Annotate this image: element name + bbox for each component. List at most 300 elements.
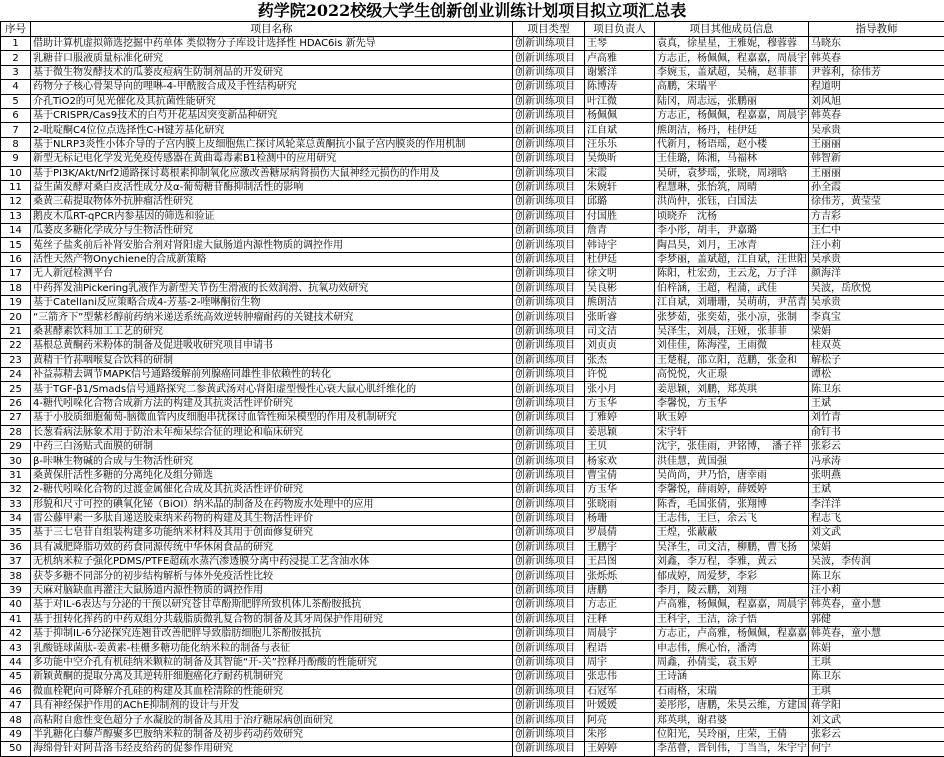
cell-no: 22 bbox=[1, 339, 31, 353]
cell-project-name: 多功能中空介孔有机硅纳米颗粒的制备及其智能“开-关”控释丹酚酸的性能研究 bbox=[31, 655, 513, 669]
cell-project-name: 天麻对脑缺血再灌注大鼠肠道内源性物质的调控作用 bbox=[31, 583, 513, 597]
cell-advisor: 孙全霞 bbox=[809, 180, 944, 194]
cell-no: 46 bbox=[1, 684, 31, 698]
cell-project-type: 创新训练项目 bbox=[513, 684, 585, 698]
cell-advisor: 韩英春，童小慧 bbox=[809, 627, 944, 641]
cell-project-type: 创新训练项目 bbox=[513, 123, 585, 137]
cell-project-type: 创新训练项目 bbox=[513, 497, 585, 511]
cell-project-name: 补益蒜精去调节MAPK信号通路缓解前列腺癌同雄性非依赖性的转化 bbox=[31, 367, 513, 381]
cell-no: 14 bbox=[1, 224, 31, 238]
cell-no: 38 bbox=[1, 569, 31, 583]
table-row bbox=[1, 497, 944, 511]
cell-members: 陈香，毛国张倩，张翔博 bbox=[655, 497, 809, 511]
cell-project-name: 基于CRISPR/Cas9技术的白芍开花基因突变新品种研究 bbox=[31, 108, 513, 122]
cell-no: 7 bbox=[1, 123, 31, 137]
cell-advisor: 方吉彩 bbox=[809, 209, 944, 223]
cell-advisor: 陈卫东 bbox=[809, 569, 944, 583]
cell-no: 15 bbox=[1, 238, 31, 252]
cell-project-name: “三箭齐下”型紫杉醇前药纳米递送系统高效逆转肿瘤耐药的关键技术研究 bbox=[31, 310, 513, 324]
cell-leader: 阿亮 bbox=[585, 713, 655, 727]
cell-project-name: 基于NLRP3炎性小体介导的子宫内膜上皮细胞焦亡探讨风轮菜总黄酮抗小鼠子宫内膜炎的作用机制 bbox=[31, 137, 513, 151]
cell-members: 刘鑫，李万程，李雅，黄云 bbox=[655, 555, 809, 569]
cell-project-type: 创新训练项目 bbox=[513, 713, 585, 727]
table-row bbox=[1, 166, 944, 180]
cell-project-type: 创新训练项目 bbox=[513, 324, 585, 338]
cell-no: 45 bbox=[1, 670, 31, 684]
cell-leader: 丁雅婷 bbox=[585, 411, 655, 425]
cell-leader: 张晓雨 bbox=[585, 497, 655, 511]
cell-leader: 宋霞 bbox=[585, 166, 655, 180]
cell-no: 4 bbox=[1, 80, 31, 94]
table-row bbox=[1, 627, 944, 641]
cell-project-type: 创新训练项目 bbox=[513, 468, 585, 482]
cell-project-name: 新颖黄酮的提取分离及其逆转肝细胞癌化疗耐药机制研究 bbox=[31, 670, 513, 684]
cell-members: 陆冈，周志远，张鹏丽 bbox=[655, 94, 809, 108]
table-row bbox=[1, 37, 944, 51]
table-row bbox=[1, 655, 944, 669]
cell-advisor: 冯承涛 bbox=[809, 454, 944, 468]
cell-project-name: 无机纳米粒子强化PDMS/PTFE超疏水蒸汽渗透膜分离中药浸提工艺含油水体 bbox=[31, 555, 513, 569]
cell-members: 顷晓乔 沈杨 bbox=[655, 209, 809, 223]
cell-no: 39 bbox=[1, 583, 31, 597]
cell-project-name: 基于微生物发酵技术的瓜蒌皮痘病生防制剂品的开发研究 bbox=[31, 65, 513, 79]
cell-members: 王佳璐，陈湘，马福林 bbox=[655, 152, 809, 166]
cell-members: 王楚棍，邵立阳，范鹏，张金和 bbox=[655, 353, 809, 367]
header-no: 序号 bbox=[1, 22, 31, 37]
cell-members: 高鹏，宋瑞平 bbox=[655, 80, 809, 94]
cell-project-name: 微血栓靶向可降解介孔硅的构建及其血栓清除的性能研究 bbox=[31, 684, 513, 698]
cell-project-type: 创新训练项目 bbox=[513, 180, 585, 194]
cell-project-type: 创新训练项目 bbox=[513, 224, 585, 238]
cell-leader: 邱璐 bbox=[585, 195, 655, 209]
header-members: 项目其他成员信息 bbox=[655, 22, 809, 37]
cell-members: 李小彤，胡丰，尹嘉璐 bbox=[655, 224, 809, 238]
cell-no: 35 bbox=[1, 526, 31, 540]
table-row bbox=[1, 742, 944, 756]
cell-project-name: 瓜蒌皮多糖化学成分与生物活性研究 bbox=[31, 224, 513, 238]
cell-leader: 徐文明 bbox=[585, 267, 655, 281]
cell-members: 卢高雅，杨佩佩，程嘉嘉，周晨宇 bbox=[655, 598, 809, 612]
cell-project-type: 创新训练项目 bbox=[513, 439, 585, 453]
cell-members: 李馨悦，薛雨婷，薛媛婷 bbox=[655, 483, 809, 497]
cell-advisor: 谭松 bbox=[809, 367, 944, 381]
cell-no: 24 bbox=[1, 367, 31, 381]
table-row bbox=[1, 411, 944, 425]
table-row bbox=[1, 353, 944, 367]
cell-project-name: 2-糖代吲哚化合物的过渡金属催化合成及其抗炎活性评价研究 bbox=[31, 483, 513, 497]
cell-no: 13 bbox=[1, 209, 31, 223]
header-leader: 项目负责人 bbox=[585, 22, 655, 37]
cell-project-type: 创新训练项目 bbox=[513, 511, 585, 525]
cell-advisor: 何宁 bbox=[809, 742, 944, 756]
cell-no: 2 bbox=[1, 51, 31, 65]
cell-members: 代新月，杨语瑶，赵小楼 bbox=[655, 137, 809, 151]
cell-no: 5 bbox=[1, 94, 31, 108]
cell-leader: 叶江微 bbox=[585, 94, 655, 108]
cell-advisor: 陈卫东 bbox=[809, 670, 944, 684]
cell-no: 27 bbox=[1, 411, 31, 425]
cell-project-type: 创新训练项目 bbox=[513, 382, 585, 396]
table-row bbox=[1, 396, 944, 410]
cell-project-name: 基于抑制IL-6分泌探究连翘苷改善肥胖导致脂肪细胞儿茶酚胺抵抗 bbox=[31, 627, 513, 641]
table-row bbox=[1, 367, 944, 381]
cell-advisor: 刘文武 bbox=[809, 713, 944, 727]
table-row bbox=[1, 511, 944, 525]
cell-leader: 罗晨倩 bbox=[585, 526, 655, 540]
cell-members: 方志正，杨佩佩，程嘉嘉，周晨宇 bbox=[655, 51, 809, 65]
cell-leader: 周晨宇 bbox=[585, 627, 655, 641]
table-row bbox=[1, 468, 944, 482]
table-row bbox=[1, 684, 944, 698]
cell-project-name: 黄精干竹荪咽喉复合饮料的研制 bbox=[31, 353, 513, 367]
cell-no: 42 bbox=[1, 627, 31, 641]
cell-members: 姜彤彤，唐鹏，朱昊云维，方建国 bbox=[655, 698, 809, 712]
cell-members: 沈宇，张佳雨，尹铭博， 潘子祥 bbox=[655, 439, 809, 453]
cell-project-type: 创新训练项目 bbox=[513, 252, 585, 266]
cell-project-type: 创新训练项目 bbox=[513, 94, 585, 108]
cell-no: 18 bbox=[1, 281, 31, 295]
cell-no: 9 bbox=[1, 152, 31, 166]
cell-leader: 陈博涛 bbox=[585, 80, 655, 94]
cell-project-type: 创新训练项目 bbox=[513, 108, 585, 122]
cell-no: 17 bbox=[1, 267, 31, 281]
cell-leader: 刘贞贞 bbox=[585, 339, 655, 353]
cell-leader: 杨珊 bbox=[585, 511, 655, 525]
cell-members: 位阳光，吴玲丽，庄荣，王倩 bbox=[655, 727, 809, 741]
cell-advisor: 汪小莉 bbox=[809, 238, 944, 252]
cell-leader: 朱婉轩 bbox=[585, 180, 655, 194]
cell-no: 28 bbox=[1, 425, 31, 439]
cell-leader: 方玉华 bbox=[585, 396, 655, 410]
cell-project-type: 创新训练项目 bbox=[513, 540, 585, 554]
table-row bbox=[1, 310, 944, 324]
table-header-row bbox=[1, 22, 944, 37]
table-row bbox=[1, 137, 944, 151]
cell-no: 48 bbox=[1, 713, 31, 727]
cell-members: 吴泽生，司文洁，柳鹏，曹飞扬 bbox=[655, 540, 809, 554]
table-row bbox=[1, 555, 944, 569]
cell-project-name: 基于TGF-β1/Smads信号通路探究二参黄武汤对心肾阳虚型慢性心衰大鼠心肌纤维化的 bbox=[31, 382, 513, 396]
table-row bbox=[1, 267, 944, 281]
cell-leader: 张昕睿 bbox=[585, 310, 655, 324]
table-row bbox=[1, 195, 944, 209]
cell-members: 郑英琪，谢君婆 bbox=[655, 713, 809, 727]
cell-advisor: 吴波，李传润 bbox=[809, 555, 944, 569]
cell-leader: 王鹏宇 bbox=[585, 540, 655, 554]
cell-members: 王志伟，王巨，余云飞 bbox=[655, 511, 809, 525]
table-row bbox=[1, 526, 944, 540]
cell-no: 29 bbox=[1, 439, 31, 453]
cell-project-name: 新型无标记电化学发光免疫传感器在黄曲霉毒素B1检测中的应用研究 bbox=[31, 152, 513, 166]
cell-advisor: 王斌 bbox=[809, 396, 944, 410]
cell-no: 36 bbox=[1, 540, 31, 554]
cell-no: 26 bbox=[1, 396, 31, 410]
cell-leader: 张小月 bbox=[585, 382, 655, 396]
cell-members: 郁成婷，周爱梦，李彩 bbox=[655, 569, 809, 583]
cell-leader: 王琴 bbox=[585, 37, 655, 51]
table-row bbox=[1, 612, 944, 626]
cell-advisor: 蒋学阳 bbox=[809, 698, 944, 712]
cell-project-name: 基于扭转化挥药的中药双组分共载脂质微乳复合物的制备及其牙周保护作用研究 bbox=[31, 612, 513, 626]
cell-advisor: 张明燕 bbox=[809, 468, 944, 482]
cell-project-type: 创新训练项目 bbox=[513, 454, 585, 468]
table-row bbox=[1, 727, 944, 741]
cell-advisor: 俞钉书 bbox=[809, 425, 944, 439]
cell-leader: 付国胜 bbox=[585, 209, 655, 223]
cell-advisor: 吴承贵 bbox=[809, 296, 944, 310]
cell-no: 32 bbox=[1, 483, 31, 497]
cell-project-type: 创新训练项目 bbox=[513, 555, 585, 569]
cell-leader: 王昌图 bbox=[585, 555, 655, 569]
cell-advisor: 梁娟 bbox=[809, 540, 944, 554]
cell-leader: 方志正 bbox=[585, 598, 655, 612]
header-type: 项目类型 bbox=[513, 22, 585, 37]
cell-leader: 叶媛媛 bbox=[585, 698, 655, 712]
cell-project-name: 海绵骨针对阿昔洛韦经皮给药的促参作用研究 bbox=[31, 742, 513, 756]
cell-project-name: 2-吡啶酮C4位位点选择性C-H键芳基化研究 bbox=[31, 123, 513, 137]
cell-project-type: 创新训练项目 bbox=[513, 296, 585, 310]
table-row bbox=[1, 51, 944, 65]
header-advisor: 指导教师 bbox=[809, 22, 944, 37]
cell-project-type: 创新训练项目 bbox=[513, 310, 585, 324]
cell-project-name: 药物分子核心骨架导向的哩啉-4-甲酰胺合成及手性结构研究 bbox=[31, 80, 513, 94]
cell-no: 1 bbox=[1, 37, 31, 51]
cell-leader: 王贝 bbox=[585, 439, 655, 453]
table-row bbox=[1, 324, 944, 338]
cell-members: 方志正，杨佩佩，程嘉嘉，周晨宇 bbox=[655, 108, 809, 122]
cell-members: 陶昌昊，刘月，王冰青 bbox=[655, 238, 809, 252]
cell-leader: 韩诗宇 bbox=[585, 238, 655, 252]
table-row bbox=[1, 641, 944, 655]
cell-no: 33 bbox=[1, 497, 31, 511]
cell-members: 王煌，张蔽蔽 bbox=[655, 526, 809, 540]
table-row bbox=[1, 583, 944, 597]
cell-leader: 汪释 bbox=[585, 612, 655, 626]
cell-project-type: 创新训练项目 bbox=[513, 583, 585, 597]
cell-advisor: 吴承贵 bbox=[809, 123, 944, 137]
table-row bbox=[1, 281, 944, 295]
cell-members: 吴尚尚，尹乃恰，唐幸雨 bbox=[655, 468, 809, 482]
cell-advisor: 徐伟芳，黄莹莹 bbox=[809, 195, 944, 209]
cell-no: 49 bbox=[1, 727, 31, 741]
cell-project-type: 创新训练项目 bbox=[513, 267, 585, 281]
table-row bbox=[1, 209, 944, 223]
cell-advisor: 梁娟 bbox=[809, 324, 944, 338]
cell-no: 50 bbox=[1, 742, 31, 756]
cell-advisor: 韩英春 bbox=[809, 108, 944, 122]
cell-project-type: 创新训练项目 bbox=[513, 152, 585, 166]
cell-project-type: 创新训练项目 bbox=[513, 209, 585, 223]
cell-project-type: 创新训练项目 bbox=[513, 742, 585, 756]
cell-project-name: 乳酸链球菌肽-姜黄素-桂栅多糖功能化纳米粒的制备与表征 bbox=[31, 641, 513, 655]
cell-no: 23 bbox=[1, 353, 31, 367]
cell-advisor: 桂双英 bbox=[809, 339, 944, 353]
cell-advisor: 吴承贵 bbox=[809, 252, 944, 266]
cell-leader: 杨家欢 bbox=[585, 454, 655, 468]
cell-project-name: 4-糖代吲哚化合物合成新方法的构建及其抗炎活性评价研究 bbox=[31, 396, 513, 410]
cell-project-name: 活性天然产物Onychiene的合成新策略 bbox=[31, 252, 513, 266]
cell-advisor: 韩英春，童小慧 bbox=[809, 598, 944, 612]
cell-project-type: 创新训练项目 bbox=[513, 526, 585, 540]
cell-project-name: 形貌和尺寸可控的碘氧化铋（BiOI）纳米晶的制备及在药物废水处理中的应用 bbox=[31, 497, 513, 511]
cell-project-type: 创新训练项目 bbox=[513, 51, 585, 65]
cell-leader: 张烁烁 bbox=[585, 569, 655, 583]
cell-members: 申志伟，熊心怡，潘湾 bbox=[655, 641, 809, 655]
cell-advisor: 王丽丽 bbox=[809, 137, 944, 151]
cell-no: 12 bbox=[1, 195, 31, 209]
cell-leader: 方玉华 bbox=[585, 483, 655, 497]
cell-no: 10 bbox=[1, 166, 31, 180]
cell-members: 刘佳佳，陈海滢，王雨微 bbox=[655, 339, 809, 353]
table-row bbox=[1, 123, 944, 137]
cell-project-name: 具有神经保护作用的AChE抑制剂的设计与开发 bbox=[31, 698, 513, 712]
table-row bbox=[1, 238, 944, 252]
cell-no: 34 bbox=[1, 511, 31, 525]
table-row bbox=[1, 454, 944, 468]
cell-members: 王诗涵 bbox=[655, 670, 809, 684]
cell-leader: 吴良彬 bbox=[585, 281, 655, 295]
cell-project-name: 雷公藤甲素一多肽自递送胶束纳米药物的构建及其生物活性评价 bbox=[31, 511, 513, 525]
cell-no: 37 bbox=[1, 555, 31, 569]
table-row bbox=[1, 670, 944, 684]
cell-members: 耿玉婷 bbox=[655, 411, 809, 425]
cell-members: 袁真，徐星星，王雅妮，穆蓉蓉 bbox=[655, 37, 809, 51]
cell-members: 陈阳，杜宏劲，王云龙，万子洋 bbox=[655, 267, 809, 281]
cell-leader: 詹青 bbox=[585, 224, 655, 238]
cell-advisor: 王仁中 bbox=[809, 224, 944, 238]
table-row bbox=[1, 108, 944, 122]
cell-advisor: 颜海洋 bbox=[809, 267, 944, 281]
cell-project-type: 创新训练项目 bbox=[513, 137, 585, 151]
cell-advisor: 吴波，岳欣悦 bbox=[809, 281, 944, 295]
cell-members: 熊朗洁，杨丹，桂伊廷 bbox=[655, 123, 809, 137]
cell-project-type: 创新训练项目 bbox=[513, 339, 585, 353]
cell-advisor: 程道明 bbox=[809, 80, 944, 94]
cell-leader: 司文洁 bbox=[585, 324, 655, 338]
cell-project-type: 创新训练项目 bbox=[513, 37, 585, 51]
cell-advisor: 王斌 bbox=[809, 483, 944, 497]
table-row bbox=[1, 94, 944, 108]
table-row bbox=[1, 65, 944, 79]
cell-no: 47 bbox=[1, 698, 31, 712]
cell-advisor: 陈娟 bbox=[809, 641, 944, 655]
page-title: 药学院2022校级大学生创新创业训练计划项目拟立项汇总表 bbox=[0, 0, 944, 21]
cell-project-name: 基于Catellani反应策略合成4-芳基-2-喹啉酮衍生物 bbox=[31, 296, 513, 310]
cell-members: 方志正，卢高雅，杨佩佩，程嘉嘉 bbox=[655, 627, 809, 641]
table-row bbox=[1, 598, 944, 612]
cell-project-name: 基于对IL-6表达与分泌的干预以研究苍甘草酚斯肥胖所致机体儿茶酚胺抵抗 bbox=[31, 598, 513, 612]
cell-no: 6 bbox=[1, 108, 31, 122]
cell-members: 洪佳慧，黄国强 bbox=[655, 454, 809, 468]
cell-advisor: 张彩云 bbox=[809, 439, 944, 453]
cell-members: 洪尚仲，张钰，白国法 bbox=[655, 195, 809, 209]
cell-project-name: 桑葚酵素饮料加工工艺的研究 bbox=[31, 324, 513, 338]
table-row bbox=[1, 540, 944, 554]
cell-project-type: 创新训练项目 bbox=[513, 612, 585, 626]
cell-project-name: β-咔啉生物碱的合成与生物活性研究 bbox=[31, 454, 513, 468]
cell-project-name: 高粘附自愈性变色超分子水凝胶的制备及其用于治疗糖尿病创面研究 bbox=[31, 713, 513, 727]
cell-project-name: 基于三七皂苷自组装构建多功能纳米材料及其用于创面修复研究 bbox=[31, 526, 513, 540]
cell-project-type: 创新训练项目 bbox=[513, 569, 585, 583]
cell-project-type: 创新训练项目 bbox=[513, 425, 585, 439]
cell-no: 20 bbox=[1, 310, 31, 324]
table-row bbox=[1, 698, 944, 712]
cell-members: 张梦茹，张奕茹，张小凉，张制 bbox=[655, 310, 809, 324]
cell-project-type: 创新训练项目 bbox=[513, 238, 585, 252]
header-name: 项目名称 bbox=[31, 22, 513, 37]
cell-leader: 姜思颖 bbox=[585, 425, 655, 439]
cell-advisor: 李洋洋 bbox=[809, 497, 944, 511]
cell-advisor: 刘文武 bbox=[809, 526, 944, 540]
cell-project-type: 创新训练项目 bbox=[513, 641, 585, 655]
cell-members: 吴研，袁梦瑶，张晓，周翊晗 bbox=[655, 166, 809, 180]
cell-project-type: 创新训练项目 bbox=[513, 80, 585, 94]
table-row bbox=[1, 425, 944, 439]
cell-members: 姜思颖，刘鹏，郑英琪 bbox=[655, 382, 809, 396]
cell-project-type: 创新训练项目 bbox=[513, 727, 585, 741]
cell-project-name: 基于PI3K/Akt/Nrf2通路探讨葛根素抑制氧化应激改善糖尿病肾损伤大鼠神经元损伤的作用及 bbox=[31, 166, 513, 180]
table-row bbox=[1, 296, 944, 310]
cell-project-type: 创新训练项目 bbox=[513, 483, 585, 497]
cell-leader: 朱彤 bbox=[585, 727, 655, 741]
cell-members: 高悦悦，火正璟 bbox=[655, 367, 809, 381]
cell-project-type: 创新训练项目 bbox=[513, 598, 585, 612]
table-row bbox=[1, 180, 944, 194]
cell-leader: 杜伊廷 bbox=[585, 252, 655, 266]
table-row bbox=[1, 439, 944, 453]
cell-project-name: 基于小胶质细胞葡萄-脑微血管内皮细胞串扰探讨血管性痴呆模型的作用及机制研究 bbox=[31, 411, 513, 425]
cell-project-type: 创新训练项目 bbox=[513, 367, 585, 381]
table-row bbox=[1, 80, 944, 94]
cell-members: 周鑫，孙倩雯，袁玉婷 bbox=[655, 655, 809, 669]
cell-leader: 杨佩佩 bbox=[585, 108, 655, 122]
cell-project-name: 桑黄保肝活性多糖的分离纯化及组分筛选 bbox=[31, 468, 513, 482]
cell-leader: 许悦 bbox=[585, 367, 655, 381]
cell-no: 8 bbox=[1, 137, 31, 151]
cell-members: 李月，陵云鹏，刘翔 bbox=[655, 583, 809, 597]
cell-leader: 卢高雅 bbox=[585, 51, 655, 65]
table-row bbox=[1, 252, 944, 266]
cell-no: 30 bbox=[1, 454, 31, 468]
cell-members: 王科宇，王洁，涂子悟 bbox=[655, 612, 809, 626]
cell-no: 16 bbox=[1, 252, 31, 266]
cell-no: 40 bbox=[1, 598, 31, 612]
cell-project-name: 长葱看病法脉象术用于防治未年痴呆综合征的理论和临床研究 bbox=[31, 425, 513, 439]
cell-advisor: 郭健 bbox=[809, 612, 944, 626]
table-row bbox=[1, 569, 944, 583]
cell-leader: 曹宝倩 bbox=[585, 468, 655, 482]
cell-leader: 周宇 bbox=[585, 655, 655, 669]
cell-advisor: 王琪 bbox=[809, 655, 944, 669]
cell-no: 43 bbox=[1, 641, 31, 655]
cell-leader: 张杰 bbox=[585, 353, 655, 367]
cell-leader: 程语 bbox=[585, 641, 655, 655]
cell-members: 石雨格，宋瑞 bbox=[655, 684, 809, 698]
cell-advisor: 王琪 bbox=[809, 684, 944, 698]
cell-leader: 唐鹏 bbox=[585, 583, 655, 597]
cell-advisor: 王丽丽 bbox=[809, 166, 944, 180]
cell-no: 19 bbox=[1, 296, 31, 310]
cell-leader: 吴焕昕 bbox=[585, 152, 655, 166]
cell-project-type: 创新训练项目 bbox=[513, 281, 585, 295]
table-row bbox=[1, 224, 944, 238]
cell-project-type: 创新训练项目 bbox=[513, 655, 585, 669]
cell-project-name: 获苓多糖不同部分的初步结构解析与体外免疫活性比较 bbox=[31, 569, 513, 583]
cell-members: 江自斌，刘珊珊，吴萌萌，尹茁青 bbox=[655, 296, 809, 310]
cell-project-name: 半乳糖化白藜芦醇聚多巴胺纳米粒的制备及初步药动药效研究 bbox=[31, 727, 513, 741]
cell-members: 李婉玉，盖斌超，吴楠，赵菲菲 bbox=[655, 65, 809, 79]
cell-no: 41 bbox=[1, 612, 31, 626]
